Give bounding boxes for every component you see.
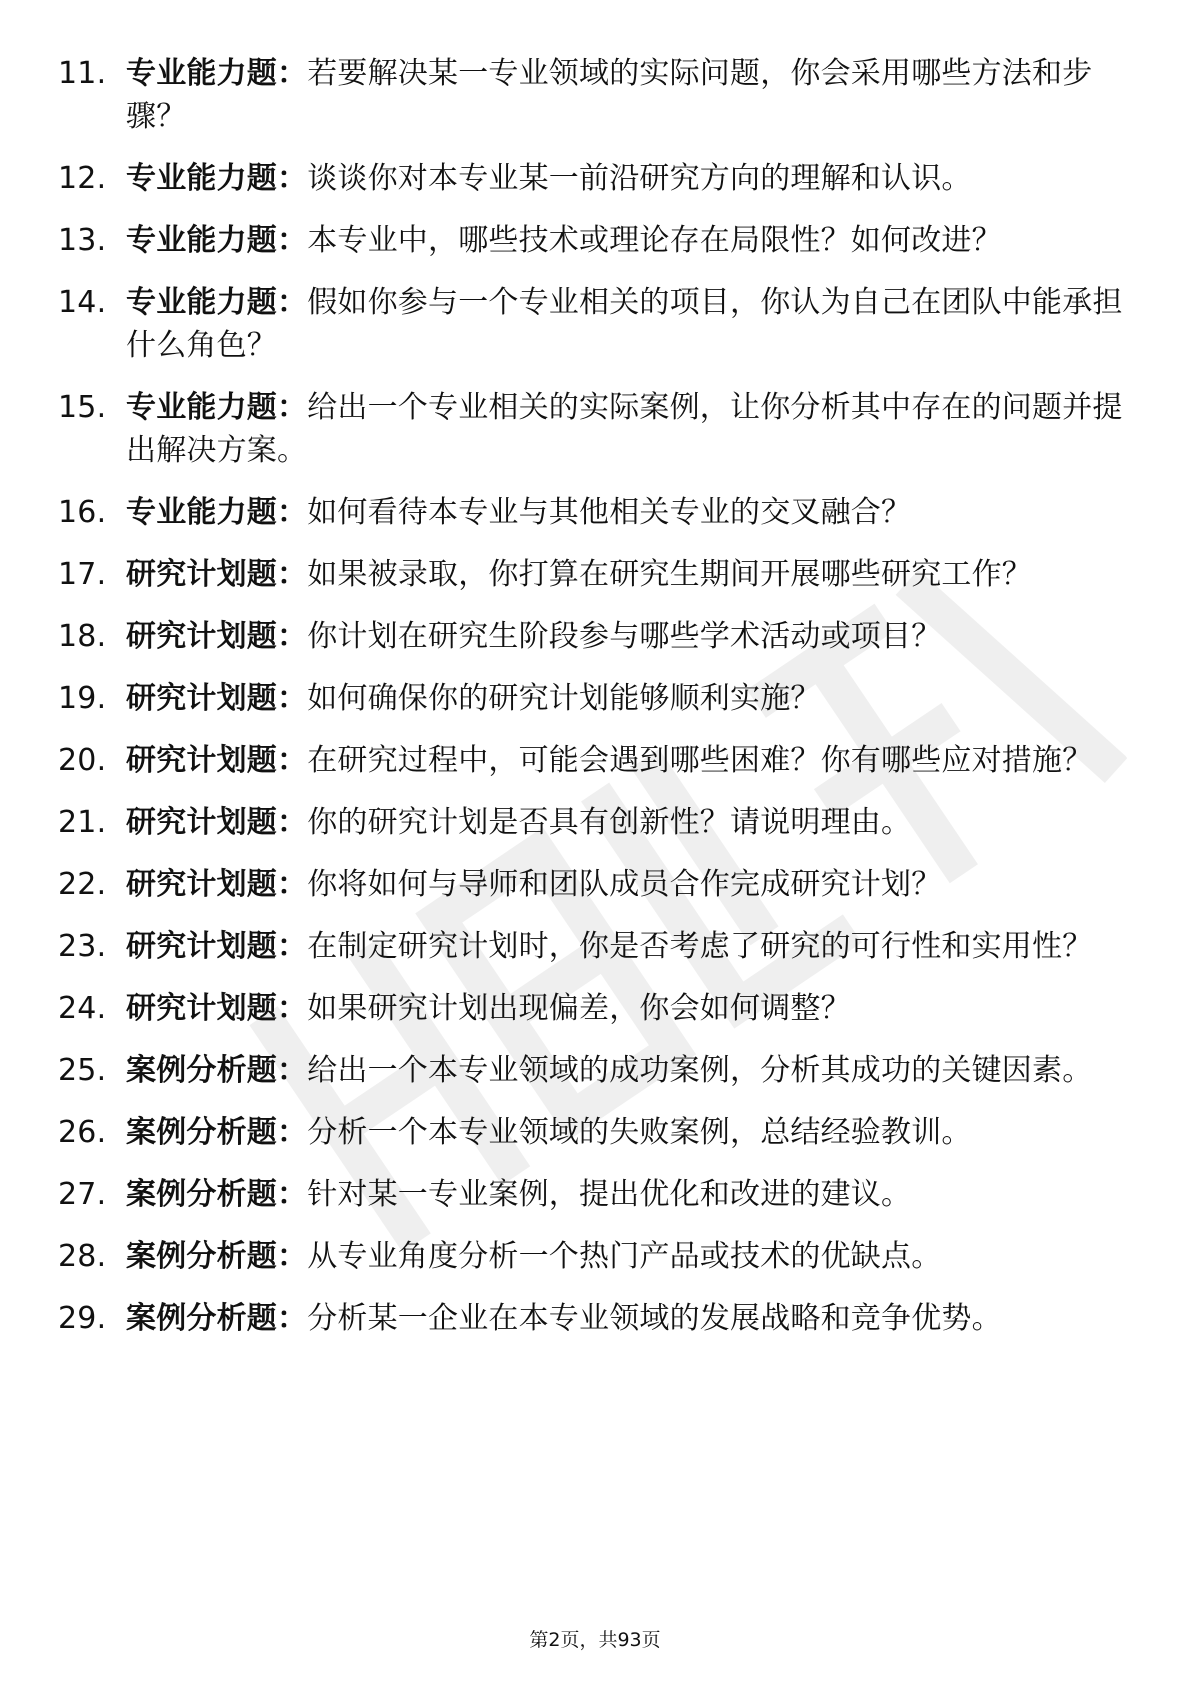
question-item [58, 1235, 1130, 1278]
question-item [58, 1111, 1130, 1154]
question-number: 12. [58, 161, 107, 196]
question-body [126, 52, 1126, 138]
question-text: 假如你参与一个专业相关的项目，你认为自己在团队中能承担什么角色？ [126, 285, 1123, 363]
question-list [58, 52, 1130, 1359]
question-item [58, 491, 1130, 534]
question-category: 研究计划题： [126, 867, 308, 902]
question-text: 给出一个本专业领域的成功案例，分析其成功的关键因素。 [307, 1053, 1093, 1088]
question-category: 专业能力题： [126, 390, 308, 425]
question-body [126, 739, 1126, 782]
question-item [58, 1049, 1130, 1092]
question-category: 案例分析题： [126, 1177, 308, 1212]
question-number: 23. [58, 929, 107, 964]
question-category: 研究计划题： [126, 743, 308, 778]
question-category: 研究计划题： [126, 619, 308, 654]
question-body [126, 1297, 1126, 1340]
question-item [58, 157, 1130, 200]
question-item [58, 1173, 1130, 1216]
question-text: 你将如何与导师和团队成员合作完成研究计划？ [307, 867, 942, 902]
page-indicator: 第2页，共93页 [529, 1629, 661, 1651]
question-item [58, 925, 1130, 968]
question-number: 17. [58, 557, 107, 592]
question-body [126, 801, 1126, 844]
question-body [126, 925, 1126, 968]
question-number: 27. [58, 1177, 107, 1212]
question-item [58, 281, 1130, 367]
question-number: 26. [58, 1115, 107, 1150]
question-text: 分析某一企业在本专业领域的发展战略和竞争优势。 [307, 1301, 1002, 1336]
question-text: 如何确保你的研究计划能够顺利实施？ [307, 681, 821, 716]
question-item [58, 1297, 1130, 1340]
question-category: 研究计划题： [126, 681, 308, 716]
question-item [58, 553, 1130, 596]
question-body [126, 553, 1126, 596]
question-number: 18. [58, 619, 107, 654]
question-body [126, 615, 1126, 658]
question-category: 专业能力题： [126, 161, 308, 196]
question-number: 24. [58, 991, 107, 1026]
question-category: 专业能力题： [126, 56, 308, 91]
question-text: 如何看待本专业与其他相关专业的交叉融合？ [307, 495, 912, 530]
question-body [126, 863, 1126, 906]
question-text: 从专业角度分析一个热门产品或技术的优缺点。 [307, 1239, 942, 1274]
question-text: 如果被录取，你打算在研究生期间开展哪些研究工作？ [307, 557, 1033, 592]
question-item [58, 219, 1130, 262]
question-item [58, 615, 1130, 658]
question-text: 若要解决某一专业领域的实际问题，你会采用哪些方法和步骤？ [126, 56, 1093, 134]
question-number: 19. [58, 681, 107, 716]
question-body [126, 1173, 1126, 1216]
question-number: 28. [58, 1239, 107, 1274]
question-category: 研究计划题： [126, 557, 308, 592]
question-number: 14. [58, 285, 107, 320]
question-text: 本专业中，哪些技术或理论存在局限性？如何改进？ [307, 223, 1002, 258]
question-number: 15. [58, 390, 107, 425]
question-text: 如果研究计划出现偏差，你会如何调整？ [307, 991, 851, 1026]
question-body [126, 1235, 1126, 1278]
question-body [126, 157, 1126, 200]
question-category: 研究计划题： [126, 991, 308, 1026]
question-category: 专业能力题： [126, 495, 308, 530]
question-item [58, 739, 1130, 782]
question-number: 13. [58, 223, 107, 258]
question-number: 22. [58, 867, 107, 902]
question-item [58, 863, 1130, 906]
question-category: 专业能力题： [126, 285, 308, 320]
question-body [126, 677, 1126, 720]
question-item [58, 801, 1130, 844]
question-category: 案例分析题： [126, 1239, 308, 1274]
question-category: 研究计划题： [126, 805, 308, 840]
question-item [58, 677, 1130, 720]
question-item [58, 386, 1130, 472]
question-category: 专业能力题： [126, 223, 308, 258]
question-number: 21. [58, 805, 107, 840]
question-category: 研究计划题： [126, 929, 308, 964]
question-text: 在研究过程中，可能会遇到哪些困难？你有哪些应对措施？ [307, 743, 1093, 778]
question-category: 案例分析题： [126, 1115, 308, 1150]
question-item [58, 987, 1130, 1030]
page-footer [0, 1628, 1190, 1652]
question-item [58, 52, 1130, 138]
question-text: 分析一个本专业领域的失败案例，总结经验教训。 [307, 1115, 972, 1150]
question-category: 案例分析题： [126, 1301, 308, 1336]
question-text: 你的研究计划是否具有创新性？请说明理由。 [307, 805, 912, 840]
question-number: 29. [58, 1301, 107, 1336]
question-body [126, 491, 1126, 534]
question-number: 20. [58, 743, 107, 778]
question-body [126, 1049, 1126, 1092]
question-number: 11. [58, 56, 107, 91]
question-body [126, 987, 1126, 1030]
question-body [126, 1111, 1126, 1154]
question-text: 给出一个专业相关的实际案例，让你分析其中存在的问题并提出解决方案。 [126, 390, 1123, 468]
question-number: 25. [58, 1053, 107, 1088]
question-body [126, 281, 1126, 367]
question-text: 你计划在研究生阶段参与哪些学术活动或项目？ [307, 619, 942, 654]
question-text: 在制定研究计划时，你是否考虑了研究的可行性和实用性？ [307, 929, 1093, 964]
question-category: 案例分析题： [126, 1053, 308, 1088]
question-text: 针对某一专业案例，提出优化和改进的建议。 [307, 1177, 912, 1212]
question-body [126, 386, 1126, 472]
question-body [126, 219, 1126, 262]
question-number: 16. [58, 495, 107, 530]
question-text: 谈谈你对本专业某一前沿研究方向的理解和认识。 [307, 161, 972, 196]
